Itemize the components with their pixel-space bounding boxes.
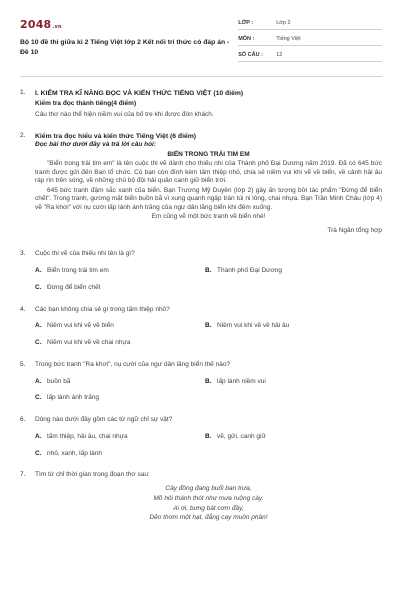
question-7: 7. Tìm từ chỉ thời gian trong đoạn thơ sau: Cây đồng đang buổi ban trưa, Mồ hôi thánh thót như mưa ruộng cày. Ai ơi, bưng bát cơm đầy, Dẻo thơm một hạt, đắng cay muôn phần! [20,471,382,523]
section-title: I. KIỂM TRA KĨ NĂNG ĐỌC VÀ KIẾN THỨC TIẾNG VIỆT (10 điểm) [35,90,244,97]
passage-title: BIẾN TRONG TRÁI TIM EM [167,150,250,158]
section-1: 1. I. KIỂM TRA KĨ NĂNG ĐỌC VÀ KIẾN THỨC TIẾNG VIỆT (10 điểm) Kiểm tra đọc thành tiếng(4 điểm) Câu thơ nào thể hiện niềm vui của bố tre khi được đón khách. [20,89,382,120]
poem-line: Mồ hôi thánh thót như mưa ruộng cày. [153,494,264,502]
section-text: Câu thơ nào thể hiện niềm vui của bố tre khi được đón khách. [35,110,214,118]
site-logo[interactable]: 2048.vn [20,18,62,31]
meta-row-subject: MÔN : Tiếng Việt [238,30,382,46]
question-3: 3. Cuộc thi vẽ của thiếu nhi tên là gì? A. Biển trong trái tim em B. Thành phố Đại Dương C. Đừng để biển chết [20,250,382,292]
poem [35,484,382,523]
header-divider [20,76,382,77]
answer-option-b[interactable]: B. vẽ, gửi, canh giữ [205,432,266,440]
passage-paragraph: Em cũng vẽ một bức tranh về biển nhé! [151,213,266,221]
poem-line: Cây đồng đang buổi ban trưa, [165,485,252,493]
question-text: Tìm từ chỉ thời gian trong đoạn thơ sau: [35,471,150,479]
answer-option-a[interactable]: A. Biển trong trái tim em [35,267,109,274]
answer-option-b[interactable]: B. lấp lánh niềm vui [205,377,266,385]
question-text: Trong bức tranh "Ra khơi", nụ cười của ngư dân lãng biển thế nào? [35,360,231,368]
passage-paragraph: 645 bức tranh đậm sắc xanh của biển. Bạn Trương Mỹ Duyên (lớp 2) gây ấn tượng bởi tác phẩm "Đừng để biển chết". Trong tranh, gương mặt biển buồn bã vì xung quanh ngập tràn túi ni lông, chai nhựa. Bạn Trần Minh Châu (lớp 4) vẽ "Ra khơi" với nụ cười lấp lánh ánh trăng của ngư dân lãng biển khi đêm xuống. [35,186,382,211]
poem-line: Dẻo thơm một hạt, đắng cay muôn phần! [149,514,268,522]
answer-option-a[interactable]: A. Niềm vui khi vẽ về biển [35,322,114,330]
answer-option-a[interactable]: A. tấm thiệp, hải âu, chai nhựa [35,432,128,440]
section-subtitle: Kiểm tra đọc thành tiếng(4 điểm) [35,100,137,108]
question-6: 6. Dòng nào dưới đây gồm các từ ngữ chỉ sự vật? A. tấm thiệp, hải âu, chai nhựa B. vẽ, gửi, canh giữ C. nhỏ, xanh, lấp lánh [20,416,382,458]
answer-option-c[interactable]: C. Đừng để biển chết [35,283,101,291]
answer-option-a[interactable]: A. buồn bã [35,377,71,385]
document-header [20,14,382,62]
question-text: Các bạn không chia sẻ gì trong tấm thiệp nhỏ? [35,305,170,313]
question-4: 4. Các bạn không chia sẻ gì trong tấm thiệp nhỏ? A. Niềm vui khi vẽ về biển B. Niềm vui khi vẽ về hải âu C. Niềm vui khi vẽ về chai nhựa [20,306,382,348]
meta-row-question-count: SỐ CÂU : 12 [238,46,382,62]
poem-line: Ai ơi, bưng bát cơm đầy, [173,504,244,512]
passage-signature: Trà Ngân tổng hợp [327,227,382,235]
answer-option-c[interactable]: C. lấp lánh ánh trăng [35,394,100,402]
answer-option-b[interactable]: B. Niềm vui khi vẽ về hải âu [205,322,290,330]
question-text: Dòng nào dưới đây gồm các từ ngữ chỉ sự vật? [35,416,173,424]
answer-option-c[interactable]: C. nhỏ, xanh, lấp lánh [35,449,102,457]
meta-row-grade: LỚP : Lớp 2 [238,14,382,30]
question-text: Cuộc thi vẽ của thiếu nhi tên là gì? [35,250,135,258]
answer-option-b[interactable]: B. Thành phố Đại Dương [205,267,282,274]
passage-paragraph: "Biển trong trái tim em" là tên cuộc thi vẽ dành cho thiếu nhi của Thành phố Đại Dương năm 2019. Đã có 645 bức tranh được gửi đến Ban tổ chức. Có bạn còn đính kèm tấm thiệp nhỏ, chia sẻ niềm vui khi vẽ về biển, về cảnh hải âu ráp rìn trên sóng, về những chú bộ đội hải quân canh giữ biển trời. [35,160,382,185]
document-meta [238,14,382,62]
question-5: 5. Trong bức tranh "Ra khơi", nụ cười của ngư dân lãng biển thế nào? A. buồn bã B. lấp lánh niềm vui C. lấp lánh ánh trăng [20,361,382,403]
document-title: Bộ 10 đề thi giữa kì 2 Tiếng Việt lớp 2 Kết nối tri thức có đáp án - Đề 10 [20,38,230,56]
section-title: Kiểm tra đọc hiểu và kiến thức Tiếng Việt (6 điểm) [35,132,197,140]
section-2: 2. Kiểm tra đọc hiểu và kiến thức Tiếng Việt (6 điểm) Đọc bài thơ dưới đây và trả lời câu hỏi: BIẾN TRONG TRÁI TIM EM "Biển trong trái tim em" là tên cuộc thi vẽ dành cho thiếu nhi của Thành phố Đại Dương năm 2019. Đã có 645 bức tranh được gửi đến Ban tổ chức. Có bạn còn đính kèm tấm thiệp nhỏ, chia sẻ niềm vui khi vẽ về biển, về cảnh hải âu ráp rìn trên sóng, về những chú bộ đội hải quân canh giữ biển trời. 645 bức tranh đậm sắc xanh của biển. Bạn Trương Mỹ Duyên (lớp 2) gây ấn tượng bởi tác phẩm "Đừng để biển chết". Trong tranh, gương mặt biển buồn bã vì xung quanh ngập tràn túi ni lông, chai nhựa. Bạn Trần Minh Châu (lớp 4) vẽ "Ra khơi" với nụ cười lấp lánh ánh trăng của ngư dân lãng biển khi đêm xuống. Em cũng vẽ một bức tranh về biển nhé! Trà Ngân tổng hợp [20,131,382,235]
answer-option-c[interactable]: C. Niềm vui khi vẽ về chai nhựa [35,339,131,347]
section-instruction: Đọc bài thơ dưới đây và trả lời câu hỏi: [35,140,157,148]
